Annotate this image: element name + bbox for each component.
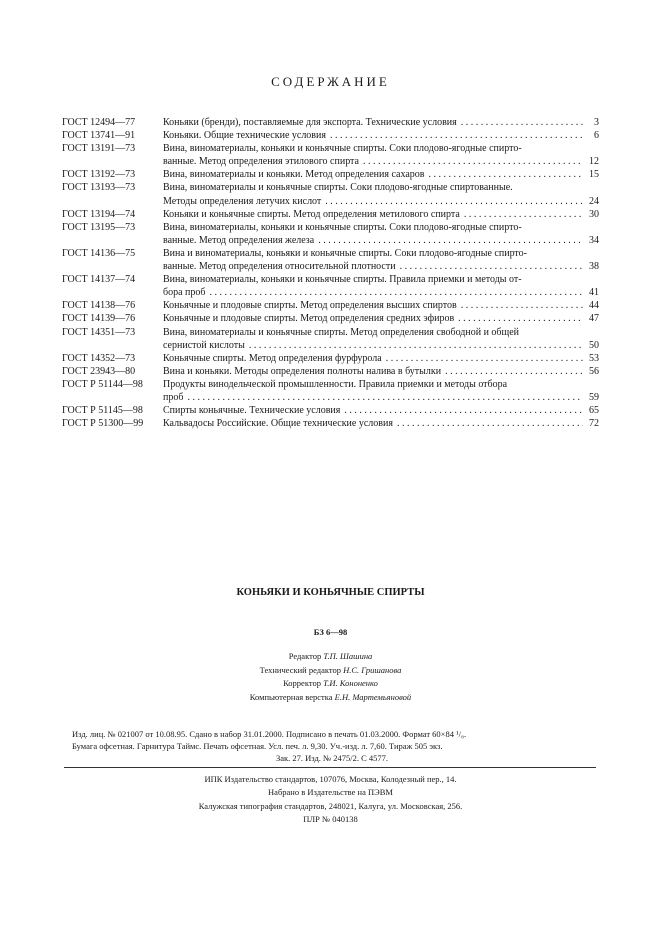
toc-entry-code: ГОСТ 14139—76 [62,313,136,325]
toc-entry[interactable] [62,378,599,404]
toc-entry-page: 65 [589,405,599,417]
bz-number: БЗ 6—98 [313,627,348,637]
dot-leader [464,208,583,221]
dot-leader [458,312,583,325]
toc-entry-code: ГОСТ 23943—80 [62,365,136,377]
toc-entry-title: Вина, виноматериалы и коньяки. Метод определения сахаров [163,169,425,181]
toc-entry[interactable] [62,326,599,352]
credit-name: Н.С. Гришанова [343,664,402,675]
dot-leader [187,391,583,404]
toc-entry[interactable] [62,404,599,417]
toc-entry-code: ГОСТ 13741—91 [62,130,136,142]
toc-entry-title: проб [163,391,184,403]
toc-entry-page: 56 [589,365,599,377]
toc-entry-page: 3 [594,117,599,128]
toc-entry-page: 24 [589,195,599,207]
toc-entry-code: ГОСТ 13193—73 [62,182,136,194]
toc-entry-page: 53 [589,352,599,364]
toc-entry[interactable] [62,273,599,299]
publisher-info [0,773,661,826]
toc-entry-title-line: Вина, виноматериалы, коньяки и коньячные спирты. Соки плодово-ягодные спирто- [163,143,522,155]
dot-leader [363,155,583,168]
toc-entry-code: ГОСТ 13191—73 [62,143,136,155]
toc-entry-code: ГОСТ 14137—74 [62,274,136,286]
toc-entry-title: Кальвадосы Российские. Общие технические условия [163,418,393,430]
toc-entry-page: 50 [589,339,599,351]
toc-entry-page: 34 [589,234,599,246]
toc-entry[interactable] [62,352,599,365]
toc-entry-code: ГОСТ Р 51300—99 [62,418,144,430]
toc-entry-title: Коньячные спирты. Метод определения фурфурола [163,352,382,364]
toc-entry-page: 41 [589,287,599,299]
toc-entry[interactable] [62,142,599,168]
toc-entry-page: 72 [589,418,599,430]
dot-leader [249,339,583,352]
dot-leader [461,299,583,312]
dot-leader [330,129,583,142]
dot-leader [461,116,583,129]
toc-entry[interactable] [62,221,599,247]
dot-leader [428,168,583,181]
toc-entry-title: Коньячные и плодовые спирты. Метод определения высших спиртов [163,300,457,312]
toc-entry-page: 6 [594,130,599,142]
toc-entry-page: 44 [589,300,599,312]
credit-name: Е.Н. Мартемьяновой [334,691,412,702]
toc-entry-title-line: Продукты винодельческой промышленности. Правила приемки и методы отбора [163,378,508,390]
toc-entry[interactable] [62,247,599,273]
toc-entry-title-line: Вина, виноматериалы, коньяки и коньячные спирты. Соки плодово-ягодные спирто- [163,221,522,233]
imprint-line: Бумага офсетная. Гарнитура Таймс. Печать офсетная. Усл. печ. л. 9,30. Уч.-изд. л. 7,60. Тираж 505 экз. [72,741,443,751]
credit-line [0,677,661,691]
toc-entry[interactable] [62,116,599,129]
toc-entry-title: бора проб [163,287,206,299]
toc-entry-page: 12 [589,156,599,168]
toc-entry-title: Коньячные и плодовые спирты. Метод определения средних эфиров [163,313,455,325]
toc-entry-page: 38 [589,261,599,273]
imprint [72,728,592,764]
divider [64,767,596,768]
toc-entry-page: 47 [589,313,599,325]
credit-line [0,664,661,678]
imprint-line: Изд. лиц. № 021007 от 10.08.95. Сдано в набор 31.01.2000. Подписано в печать 01.03.2000. Формат 60×84 ¹/₈. [72,729,467,739]
dot-leader [325,195,583,208]
toc-entry-code: ГОСТ 14138—76 [62,300,136,312]
toc-entry-title-line: Вина и виноматериалы, коньяки и коньячные спирты. Соки плодово-ягодные спирто- [163,247,527,259]
toc-entry-title: Коньяки. Общие технические условия [163,130,326,142]
publisher-line: Калужская типография стандартов, 248021, Калуга, ул. Московская, 256. [198,800,463,811]
credit-role: Редактор [288,651,322,661]
publisher-line: Набрано в Издательстве на ПЭВМ [268,787,393,798]
credit-role: Корректор [283,678,321,688]
toc-entry-page: 30 [589,208,599,220]
credit-name: Т.И. Кононенко [323,678,378,688]
toc-entry-title: ванные. Метод определения этилового спирта [163,156,359,168]
toc-entry[interactable] [62,365,599,378]
toc-entry-title: Методы определения летучих кислот [163,195,322,207]
publisher-line: ПЛР № 040138 [303,813,358,824]
credits [0,650,661,704]
toc-entry-title: Вина и коньяки. Методы определения полноты налива в бутылки [163,365,442,377]
toc-entry-title-line: Вина, виноматериалы и коньячные спирты. Соки плодово-ягодные спиртованные. [163,182,513,194]
credit-role: Компьютерная верстка [249,691,333,702]
toc-entry-title: сернистой кислоты [163,339,245,351]
toc-entry-page: 59 [589,391,599,403]
toc-title: СОДЕРЖАНИЕ [271,74,390,89]
toc-entry[interactable] [62,181,599,207]
toc-entry-page: 15 [589,169,599,181]
dot-leader [209,286,583,299]
toc-entry[interactable] [62,129,599,142]
toc-entry-code: ГОСТ 12494—77 [62,117,136,128]
toc-entry[interactable] [62,299,599,312]
toc-entry-code: ГОСТ 14136—75 [62,247,136,259]
toc-entry-code: ГОСТ Р 51145—98 [62,405,143,417]
dot-leader [445,365,583,378]
dot-leader [344,404,583,417]
toc-entry-title-line: Вина, виноматериалы и коньячные спирты. Метод определения свободной и общей [163,326,519,338]
toc-entry[interactable] [62,168,599,181]
credit-line [0,691,661,705]
dot-leader [400,260,583,273]
credit-name: Т.П. Шашина [323,651,373,661]
dot-leader [386,352,583,365]
toc-entry-title: Спирты коньячные. Технические условия [163,405,341,417]
toc-entry-code: ГОСТ 14352—73 [62,352,136,364]
toc-entry-code: ГОСТ 14351—73 [62,326,136,338]
toc-entry-code: ГОСТ Р 51144—98 [62,378,143,390]
credit-role: Технический редактор [259,664,341,675]
toc-entry-title-line: Вина, виноматериалы, коньяки и коньячные спирты. Правила приемки и методы от- [163,274,522,286]
dot-leader [318,234,583,247]
toc-entry-title: ванные. Метод определения относительной плотности [163,261,396,273]
toc-entry-title: Коньяки и коньячные спирты. Метод определения метилового спирта [163,208,460,220]
table-of-contents [62,116,599,430]
toc-entry[interactable] [62,312,599,325]
toc-entry[interactable] [62,417,599,430]
toc-entry-code: ГОСТ 13192—73 [62,169,136,181]
toc-entry[interactable] [62,208,599,221]
toc-entry-title: ванные. Метод определения железа [163,234,315,246]
toc-entry-title: Коньяки (бренди), поставляемые для экспорта. Технические условия [163,117,457,128]
book-title: КОНЬЯКИ И КОНЬЯЧНЫЕ СПИРТЫ [236,587,425,598]
publisher-line: ИПК Издательство стандартов, 107076, Москва, Колодезный пер., 14. [204,774,457,784]
toc-entry-code: ГОСТ 13194—74 [62,208,136,220]
dot-leader [397,417,583,430]
credit-line [0,650,661,664]
imprint-line: Зак. 27. Изд. № 2475/2. С 4577. [275,753,389,763]
toc-entry-code: ГОСТ 13195—73 [62,221,136,233]
